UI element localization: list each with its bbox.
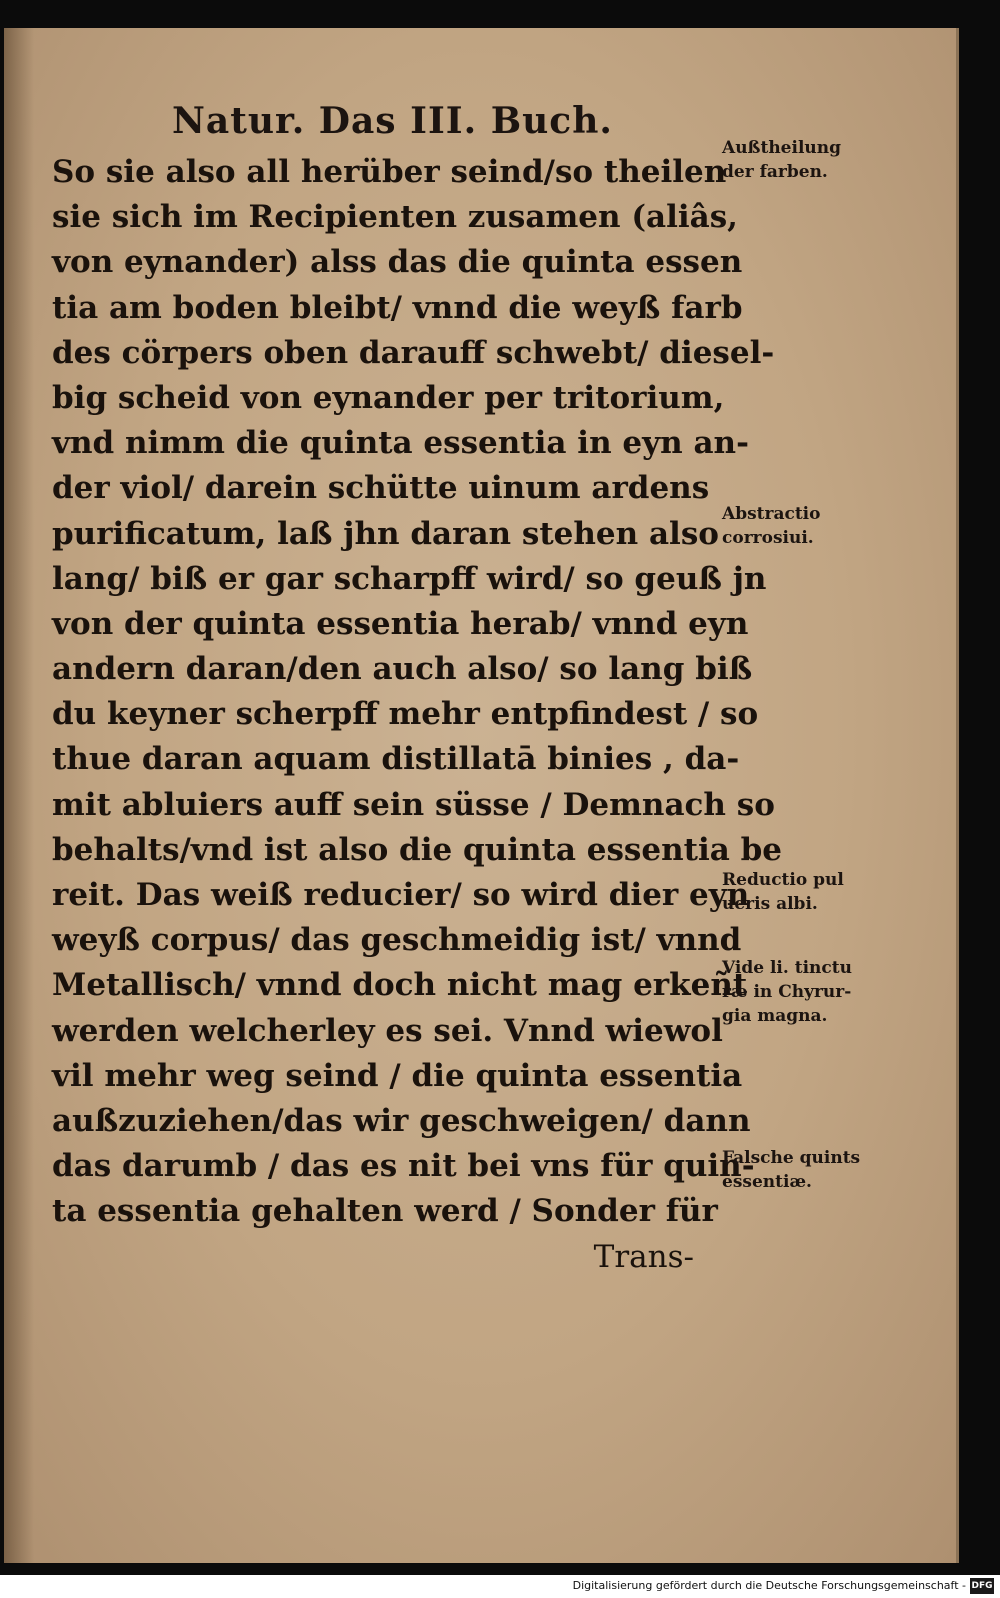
margin-note-line: Falsche quints [722,1148,861,1168]
text-line: tia am boden bleibt/ vnnd die weyß farb [52,289,743,326]
funding-credit: Digitalisierung gefördert durch die Deutsche Forschungsgemeinschaft - [572,1579,966,1592]
margin-note-line: Reductio pul [722,870,844,890]
margin-note [722,136,882,184]
text-line: das darumb / das es nit bei vns für quin- [52,1148,755,1185]
book-page [4,28,959,1563]
text-line: purificatum, laß jhn daran stehen also [52,515,719,552]
text-line: außzuziehen/das wir geschweigen/ dann [52,1102,751,1139]
running-header: Natur. Das III. Buch. [172,100,613,142]
dfg-logo-icon: DFG [970,1578,994,1594]
text-line: andern daran/den auch also/ so lang biß [52,651,753,688]
margin-note [722,868,882,916]
text-line: So sie also all herüber seind/so theilen [52,154,727,190]
text-line: behalts/vnd ist also die quinta essentia be [52,831,782,868]
spine-shadow [4,28,34,1563]
text-line: sie sich im Recipienten zusamen (aliâs, [52,199,738,236]
text-line: big scheid von eynander per tritorium, [52,379,725,416]
text-line: ta essentia gehalten werd / Sonder für [52,1193,718,1230]
margin-note-line: Abstractio [722,504,821,524]
text-line: werden welcherley es sei. Vnnd wiewol [52,1012,723,1049]
footer-bar [0,1575,1000,1598]
text-line: thue daran aquam distillatā binies , da- [52,741,740,778]
text-line: vil mehr weg seind / die quinta essentia [52,1057,743,1094]
margin-note-line: Vide li. tinctu [722,958,852,978]
margin-note-line: ueris albi. [722,894,818,914]
text-line: vnd nimm die quinta essentia in eyn an- [52,425,749,462]
text-line: von der quinta essentia herab/ vnnd eyn [52,605,749,642]
margin-note [722,1146,882,1194]
text-line: mit abluiers auff sein süsse / Demnach so [52,786,775,823]
margin-note-line: corrosiui. [722,528,814,548]
margin-note-line: Außtheilung [722,138,842,158]
text-line: reit. Das weiß reducier/ so wird dier eyn [52,877,750,913]
margin-note-line: ræ in Chyrur- [722,982,852,1002]
margin-note-line: gia magna. [722,1006,828,1026]
text-line: des cörpers oben darauff schwebt/ diesel- [52,334,775,371]
text-line: von eynander) alss das die quinta essen [52,244,743,281]
text-line: du keyner scherpff mehr entpfindest / so [52,696,759,733]
margin-note-line: essentiæ. [722,1172,812,1192]
catchword: Trans- [593,1238,694,1275]
text-line: Metallisch/ vnnd doch nicht mag erkeñt [52,967,748,1004]
margin-note-line: der farben. [722,162,828,182]
margin-note [722,502,882,550]
text-line: der viol/ darein schütte uinum ardens [52,470,710,507]
text-line: weyß corpus/ das geschmeidig ist/ vnnd [52,922,742,959]
margin-note [722,956,882,1028]
text-line: lang/ biß er gar scharpff wird/ so geuß jn [52,560,767,597]
